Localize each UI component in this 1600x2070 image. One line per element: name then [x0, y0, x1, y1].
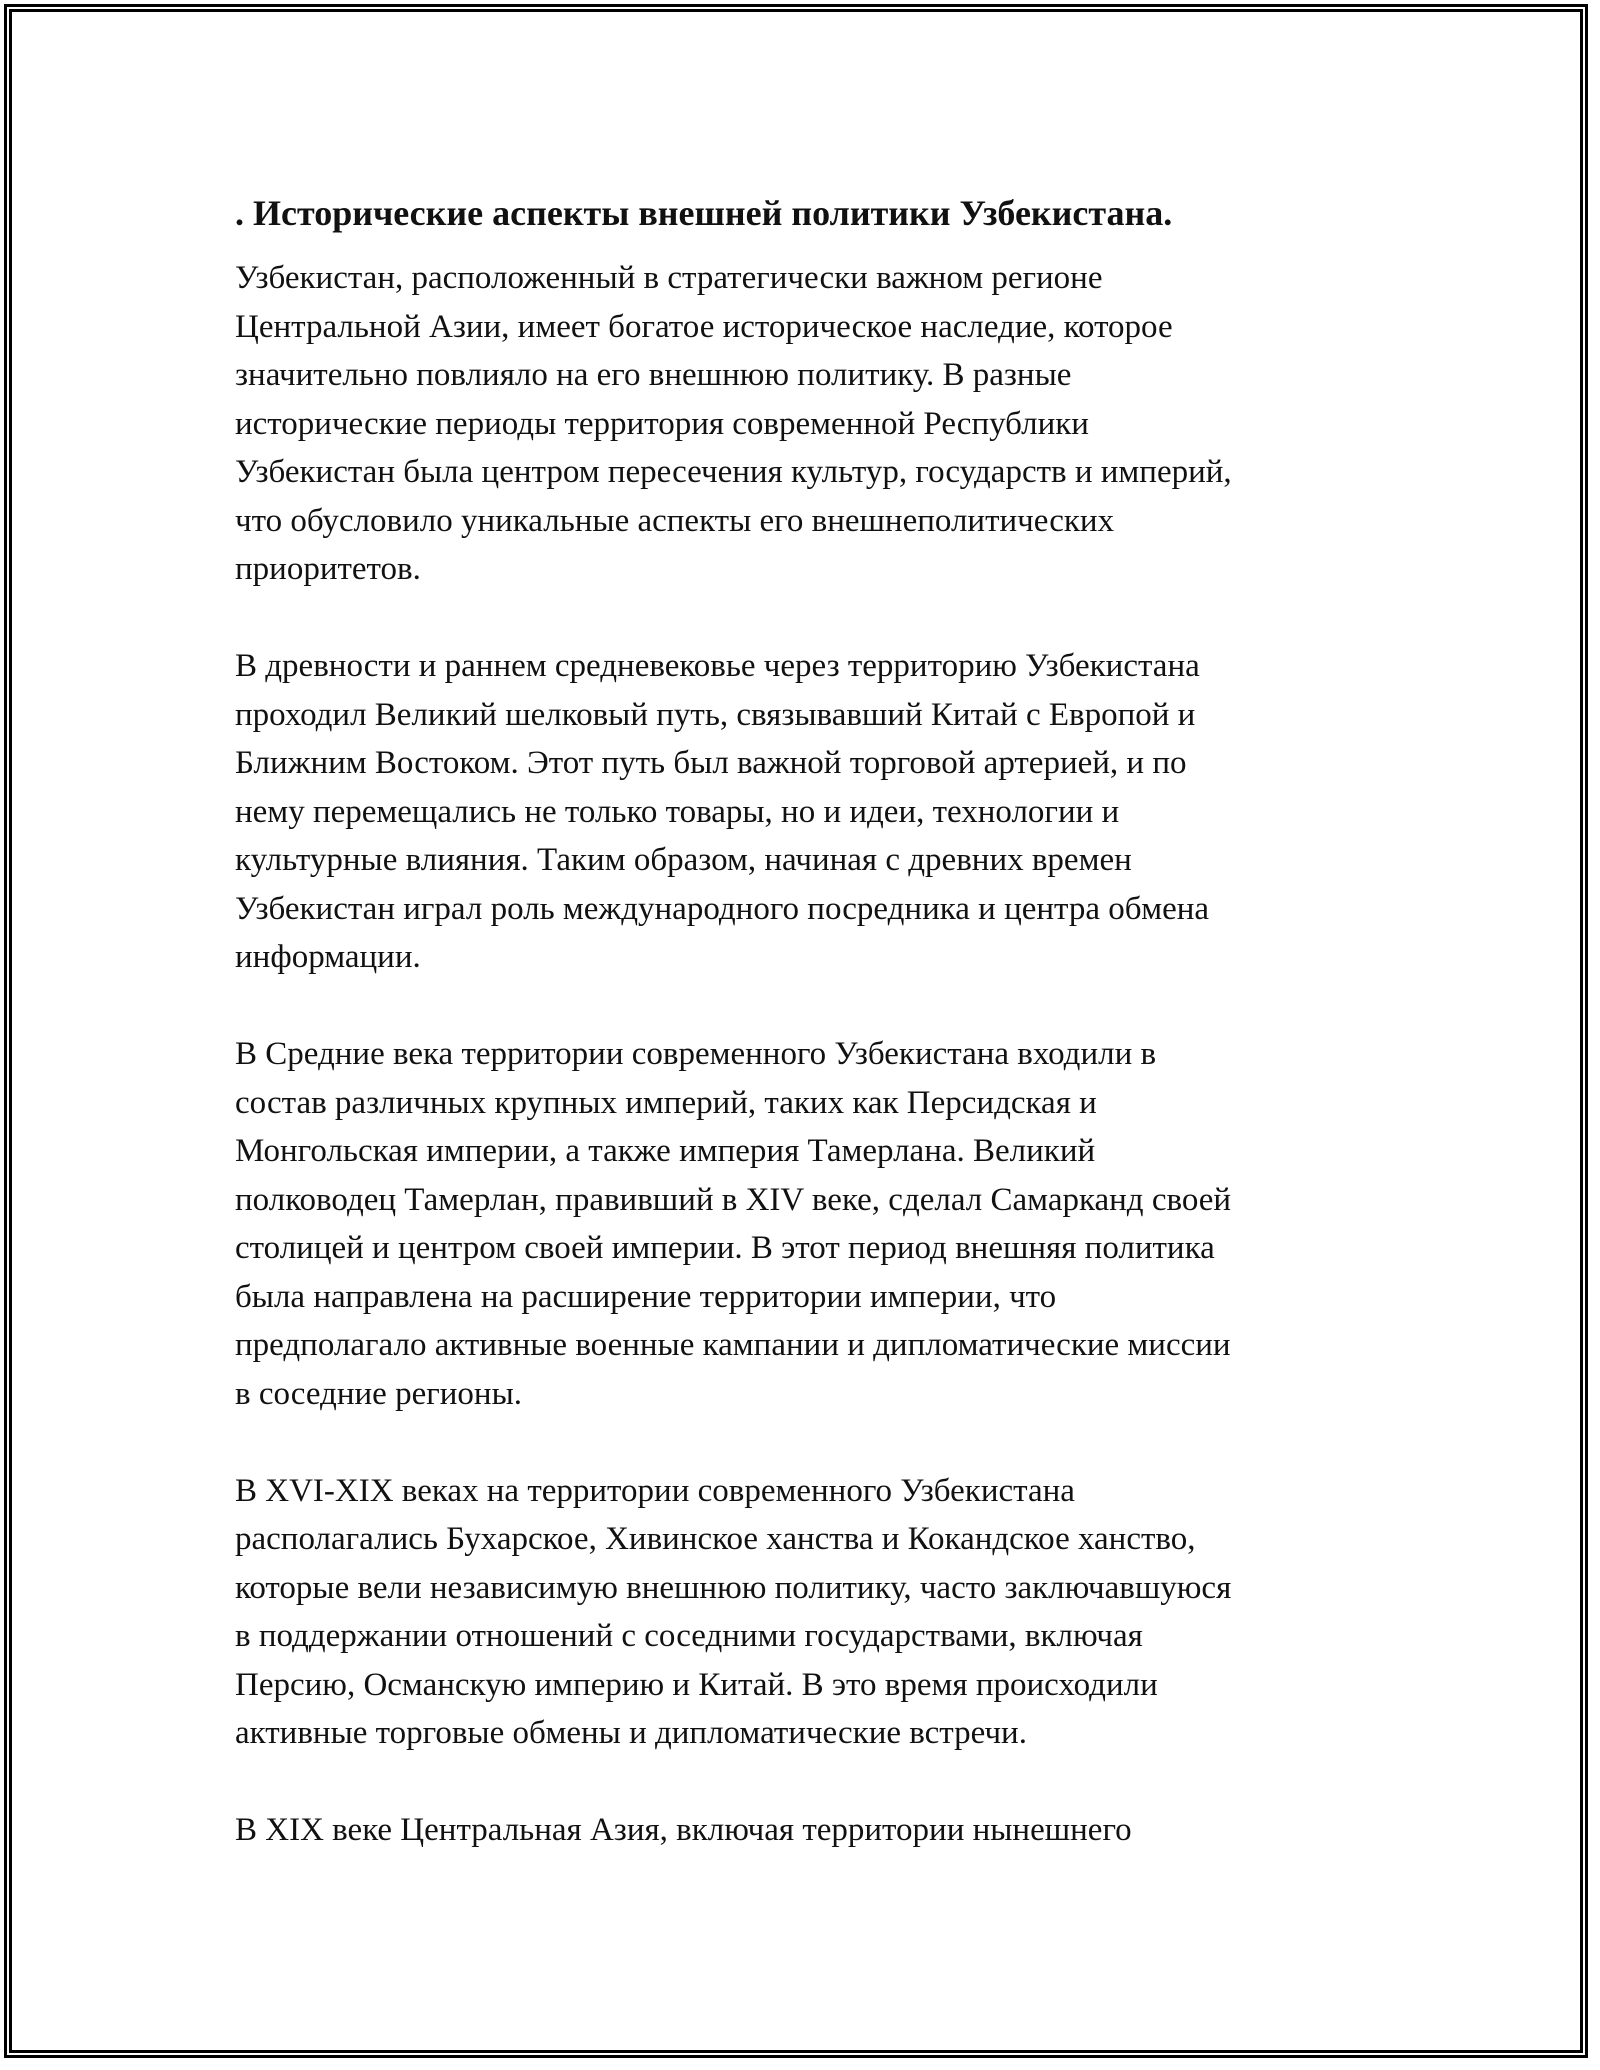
paragraph	[235, 1467, 1365, 1758]
text-line: проходил Великий шелковый путь, связывавший Китай с Европой и	[235, 696, 1196, 733]
text-line: нему перемещались не только товары, но и идеи, технологии и	[235, 793, 1120, 830]
text-line: информации.	[235, 939, 421, 975]
text-line: Монгольская империи, а также империя Тамерлана. Великий	[235, 1133, 1096, 1169]
text-line: в соседние регионы.	[235, 1375, 522, 1412]
paragraph	[235, 642, 1365, 982]
text-line: В Средние века территории современного Узбекистана входили в	[235, 1036, 1157, 1072]
text-line: была направлена на расширение территории империи, что	[235, 1278, 1057, 1315]
text-line: приоритетов.	[235, 551, 421, 587]
text-line: полководец Тамерлан, правивший в XIV веке, сделал Самарканд своей	[235, 1181, 1232, 1218]
text-line: Узбекистан играл роль международного посредника и центра обмена	[235, 890, 1210, 927]
document-body	[235, 187, 1365, 1903]
text-line: культурные влияния. Таким образом, начиная с древних времен	[235, 842, 1132, 878]
text-line: что обусловило уникальные аспекты его внешнеполитических	[235, 502, 1115, 539]
text-line: В XVI-XIX веках на территории современного Узбекистана	[235, 1472, 1075, 1509]
text-line: предполагало активные военные кампании и дипломатические миссии	[235, 1327, 1231, 1363]
text-line: Центральной Азии, имеет богатое историческое наследие, которое	[235, 308, 1173, 345]
text-line: которые вели независимую внешнюю политику, часто заключавшуюся	[235, 1569, 1232, 1606]
paragraph	[235, 254, 1365, 594]
text-line: В древности и раннем средневековье через территорию Узбекистана	[235, 648, 1200, 684]
text-line: Узбекистан, расположенный в стратегически важном регионе	[235, 260, 1103, 296]
paragraph-list	[235, 254, 1365, 1855]
paragraph	[235, 1806, 1365, 1855]
text-line: столицей и центром своей империи. В этот период внешняя политика	[235, 1230, 1215, 1266]
text-line: Узбекистан была центром пересечения культур, государств и империй,	[235, 454, 1232, 490]
document-title: . Исторические аспекты внешней политики Узбекистана.	[235, 193, 1173, 233]
text-line: активные торговые обмены и дипломатические встречи.	[235, 1715, 1027, 1751]
text-line: значительно повлияло на его внешнюю политику. В разные	[235, 357, 1072, 393]
text-line: Ближним Востоком. Этот путь был важной торговой артерией, и по	[235, 745, 1187, 781]
text-line: Персию, Османскую империю и Китай. В это время происходили	[235, 1666, 1158, 1703]
paragraph	[235, 1030, 1365, 1418]
text-line: состав различных крупных империй, таких как Персидская и	[235, 1084, 1097, 1121]
text-line: В XIX веке Центральная Азия, включая территории нынешнего	[235, 1812, 1132, 1848]
text-line: исторические периоды территория современной Республики	[235, 405, 1089, 442]
text-line: располагались Бухарское, Хивинское ханства и Кокандское ханство,	[235, 1521, 1196, 1557]
text-line: в поддержании отношений с соседними государствами, включая	[235, 1618, 1143, 1654]
